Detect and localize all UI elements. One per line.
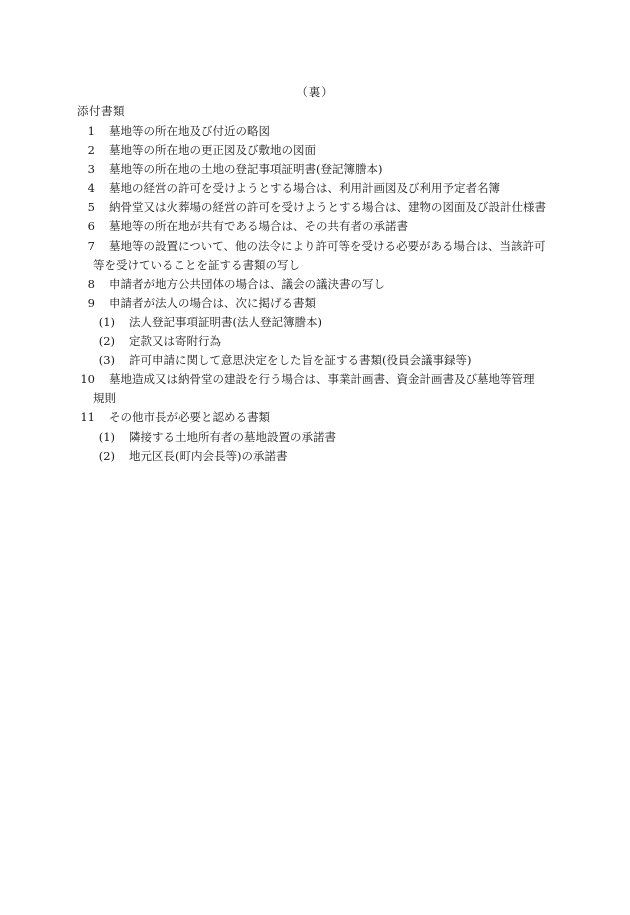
item-text-continuation: 規則	[93, 391, 116, 406]
list-subitem	[77, 332, 557, 351]
list-item	[77, 408, 557, 427]
item-number: 1	[87, 124, 95, 138]
page-side-label: （裏）	[296, 85, 334, 99]
list-item	[77, 160, 557, 179]
item-number: 4	[87, 181, 95, 196]
item-text: 申請者が法人の場合は、次に掲げる書類	[109, 295, 316, 310]
subitem-text: 許可申請に関して意思決定をした旨を証する書類(役員会議事録等)	[129, 353, 472, 368]
subitem-text: 法人登記事項証明書(法人登記簿謄本)	[129, 314, 322, 329]
item-text: 申請者が地方公共団体の場合は、議会の議決書の写し	[109, 276, 385, 291]
subitem-number: (2)	[98, 448, 115, 463]
subitem-text: 隣接する土地所有者の墓地設置の承諾書	[129, 429, 336, 444]
item-number: 7	[87, 238, 95, 253]
list-item	[77, 370, 557, 389]
item-text: 墓地の経営の許可を受けようとする場合は、利用計画図及び利用予定者名簿	[109, 181, 500, 196]
subitem-text: 定款又は寄附行為	[129, 334, 221, 349]
list-subitem	[77, 428, 557, 447]
item-number: 5	[87, 200, 95, 215]
item-text: 墓地等の所在地の更正図及び敷地の図面	[109, 143, 316, 158]
subitem-number: (1)	[98, 429, 115, 444]
item-text: 墓地等の所在地及び付近の略図	[109, 124, 270, 138]
list-item	[77, 294, 557, 313]
list-subitem	[77, 351, 557, 370]
list-subitem	[77, 313, 557, 332]
list-item	[77, 141, 557, 160]
item-text-continuation: 等を受けていることを証する書類の写し	[93, 257, 300, 272]
list-subitem	[77, 447, 557, 466]
subitem-number: (2)	[98, 334, 115, 349]
subitem-number: (3)	[98, 353, 115, 368]
section-title: 添付書類	[77, 104, 125, 118]
attachment-list	[77, 122, 557, 466]
item-text: 墓地等の所在地が共有である場合は、その共有者の承諾書	[109, 219, 408, 234]
item-number: 3	[87, 162, 95, 177]
subitem-text: 地元区長(町内会長等)の承諾書	[129, 448, 288, 463]
item-number: 6	[87, 219, 95, 234]
list-item	[77, 179, 557, 198]
list-item	[77, 198, 557, 217]
item-number: 2	[87, 143, 95, 158]
list-item	[77, 122, 557, 141]
list-item	[77, 217, 557, 236]
item-number: 11	[80, 410, 95, 425]
list-item	[77, 275, 557, 294]
item-text: その他市長が必要と認める書類	[109, 410, 270, 425]
item-number: 8	[87, 276, 95, 291]
list-item	[77, 237, 557, 256]
subitem-number: (1)	[98, 314, 115, 329]
item-text: 墓地等の設置について、他の法令により許可等を受ける必要がある場合は、当該許可	[109, 238, 546, 253]
item-text: 墓地造成又は納骨堂の建設を行う場合は、事業計画書、資金計画書及び墓地等管理	[109, 372, 535, 387]
item-number: 9	[87, 295, 95, 310]
item-text: 墓地等の所在地の土地の登記事項証明書(登記簿謄本)	[109, 162, 383, 177]
item-number: 10	[80, 372, 95, 387]
item-text: 納骨堂又は火葬場の経営の許可を受けようとする場合は、建物の図面及び設計仕様書	[109, 200, 546, 215]
